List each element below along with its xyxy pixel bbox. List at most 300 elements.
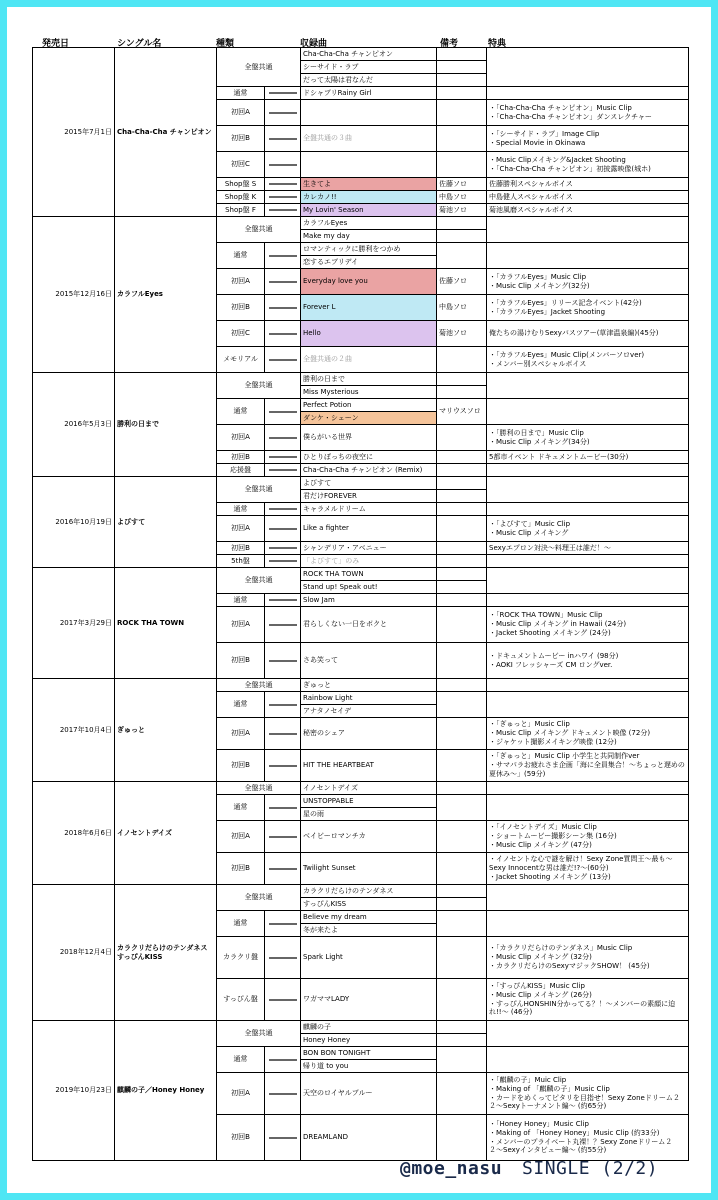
release-date: 2018年12月4日 bbox=[33, 885, 115, 1021]
note-cell bbox=[437, 607, 487, 643]
jacket-image bbox=[267, 92, 298, 94]
edition-label: 全盤共通 bbox=[217, 373, 301, 399]
edition-label: 初回A bbox=[217, 821, 265, 853]
note-cell bbox=[437, 885, 487, 898]
jacket-image bbox=[267, 1059, 298, 1061]
table-row bbox=[33, 217, 689, 230]
release-date: 2017年10月4日 bbox=[33, 679, 115, 782]
benefit-cell: 佐藤勝利スペシャルボイス bbox=[487, 178, 689, 191]
table-row bbox=[33, 885, 689, 898]
note-cell bbox=[437, 425, 487, 451]
benefit-cell bbox=[487, 911, 689, 937]
track-title: ロマンティックに勝利をつかめ bbox=[301, 243, 437, 256]
jacket-thumbnail bbox=[265, 503, 301, 516]
single-title: 勝利の日まで bbox=[115, 373, 217, 477]
note-cell bbox=[437, 853, 487, 885]
header-edition: 種類 bbox=[216, 39, 235, 49]
benefit-cell: ・「カラフルEyes」Music Clip ・Music Clip メイキング(32分) bbox=[487, 269, 689, 295]
track-title: 星の雨 bbox=[301, 808, 437, 821]
edition-label: 全盤共通 bbox=[217, 679, 301, 692]
edition-label: 初回A bbox=[217, 100, 265, 126]
note-cell bbox=[437, 217, 487, 230]
jacket-image bbox=[267, 957, 298, 959]
track-title: Rainbow Light bbox=[301, 692, 437, 705]
note-cell bbox=[437, 347, 487, 373]
track-title: Honey Honey bbox=[301, 1034, 437, 1047]
edition-label: 通常 bbox=[217, 1047, 265, 1073]
jacket-thumbnail bbox=[265, 750, 301, 782]
jacket-thumbnail bbox=[265, 1073, 301, 1115]
track-title: Cha-Cha-Cha チャンピオン (Remix) bbox=[301, 464, 437, 477]
edition-label: 通常 bbox=[217, 795, 265, 821]
edition-label: 全盤共通 bbox=[217, 885, 301, 911]
jacket-image bbox=[267, 164, 298, 166]
track-title: ぎゅっと bbox=[301, 679, 437, 692]
track-title: カラクリだらけのテンダネス bbox=[301, 885, 437, 898]
jacket-thumbnail bbox=[265, 464, 301, 477]
benefit-cell: ・「Cha-Cha-Cha チャンピオン」Music Clip ・「Cha-Cha-Cha チャンピオン」ダンスレクチャー bbox=[487, 100, 689, 126]
track-title: BON BON TONIGHT bbox=[301, 1047, 437, 1060]
edition-label: 全盤共通 bbox=[217, 477, 301, 503]
track-title: 秘密のシェア bbox=[301, 718, 437, 750]
benefit-cell: 中島健人スペシャルボイス bbox=[487, 191, 689, 204]
note-cell: 中島ソロ bbox=[437, 295, 487, 321]
track-title: 君らしくない一日をボクと bbox=[301, 607, 437, 643]
edition-label: 初回B bbox=[217, 853, 265, 885]
track-title: イノセントデイズ bbox=[301, 782, 437, 795]
table-row bbox=[33, 679, 689, 692]
jacket-thumbnail bbox=[265, 191, 301, 204]
release-date: 2015年12月16日 bbox=[33, 217, 115, 373]
jacket-image bbox=[267, 469, 298, 471]
edition-label: 通常 bbox=[217, 911, 265, 937]
jacket-thumbnail bbox=[265, 542, 301, 555]
note-cell bbox=[437, 718, 487, 750]
benefit-cell bbox=[487, 464, 689, 477]
track-title: Like a fighter bbox=[301, 516, 437, 542]
benefit-cell: ・「Honey Honey」Music Clip ・Making of 「Honey Honey」Music Clip (約33分) ・メンバーのプライベート丸裸！？Sexy Zoneドリーム２２〜Sexyインタビュー編〜 (約55分) bbox=[487, 1115, 689, 1161]
benefit-cell: ・「ぎゅっと」Music Clip ・Music Clip メイキング ドキュメント映像 (72分) ・ジャケット撮影メイキング映像 (12分) bbox=[487, 718, 689, 750]
edition-label: 全盤共通 bbox=[217, 568, 301, 594]
table-row bbox=[33, 1021, 689, 1034]
track-title: 生きてよ bbox=[301, 178, 437, 191]
note-cell bbox=[437, 87, 487, 100]
track-title: カレカノ!! bbox=[301, 191, 437, 204]
header-benefit: 特典 bbox=[488, 39, 507, 49]
benefit-cell: 菊池風磨スペシャルボイス bbox=[487, 204, 689, 217]
single-title: イノセントデイズ bbox=[115, 782, 217, 885]
note-cell bbox=[437, 782, 487, 795]
jacket-image bbox=[267, 624, 298, 626]
header-tracks: 収録曲 bbox=[300, 39, 328, 49]
note-cell: 佐藤ソロ bbox=[437, 269, 487, 295]
note-cell: 佐藤ソロ bbox=[437, 178, 487, 191]
track-title: 天空のロイヤルブルー bbox=[301, 1073, 437, 1115]
benefit-cell bbox=[487, 885, 689, 911]
jacket-thumbnail bbox=[265, 937, 301, 979]
jacket-image bbox=[267, 560, 298, 562]
note-cell bbox=[437, 451, 487, 464]
benefit-cell bbox=[487, 373, 689, 399]
edition-label: 初回B bbox=[217, 643, 265, 679]
track-title: ROCK THA TOWN bbox=[301, 568, 437, 581]
note-cell bbox=[437, 542, 487, 555]
track-title: UNSTOPPABLE bbox=[301, 795, 437, 808]
jacket-image bbox=[267, 528, 298, 530]
track-title: Make my day bbox=[301, 230, 437, 243]
track-title: シーサイド・ラブ bbox=[301, 61, 437, 74]
benefit-cell: ・「カラフルEyes」Music Clip(メンバーソロver) ・メンバー別スペシャルボイス bbox=[487, 347, 689, 373]
track-title: キャラメルドリーム bbox=[301, 503, 437, 516]
note-cell bbox=[437, 516, 487, 542]
note-cell bbox=[437, 230, 487, 243]
edition-label: Shop盤 S bbox=[217, 178, 265, 191]
benefit-cell bbox=[487, 217, 689, 243]
benefit-cell bbox=[487, 795, 689, 821]
table-row bbox=[33, 48, 689, 61]
jacket-image bbox=[267, 456, 298, 458]
note-cell bbox=[437, 821, 487, 853]
edition-label: 全盤共通 bbox=[217, 48, 301, 87]
jacket-thumbnail bbox=[265, 853, 301, 885]
jacket-thumbnail bbox=[265, 204, 301, 217]
edition-label: 全盤共通 bbox=[217, 217, 301, 243]
track-title: よびすて bbox=[301, 477, 437, 490]
release-date: 2016年5月3日 bbox=[33, 373, 115, 477]
benefit-cell: ・「カラフルEyes」リリース記念イベント(42分) ・「カラフルEyes」Jacket Shooting bbox=[487, 295, 689, 321]
track-title: Miss Mysterious bbox=[301, 386, 437, 399]
single-title: カラクリだらけのテンダネス すっぴんKISS bbox=[115, 885, 217, 1021]
track-title: 「よびすて」のみ bbox=[301, 555, 437, 568]
header-single: シングル名 bbox=[117, 39, 162, 49]
edition-label: 通常 bbox=[217, 243, 265, 269]
edition-label: 5th盤 bbox=[217, 555, 265, 568]
track-title: アナタノセイデ bbox=[301, 705, 437, 718]
edition-label: Shop盤 K bbox=[217, 191, 265, 204]
note-cell: マリウスソロ bbox=[437, 399, 487, 425]
jacket-image bbox=[267, 411, 298, 413]
track-title: Hello bbox=[301, 321, 437, 347]
note-cell bbox=[437, 243, 487, 269]
edition-label: 初回C bbox=[217, 321, 265, 347]
jacket-thumbnail bbox=[265, 347, 301, 373]
jacket-image bbox=[267, 1137, 298, 1139]
benefit-cell bbox=[487, 48, 689, 87]
benefit-cell: ・「麒麟の子」Muic Clip ・Making of 「麒麟の子」Music Clip ・カードをめくってピタリを目指せ！Sexy Zoneドリーム２２〜Sexyトーナメント編〜 (約65分) bbox=[487, 1073, 689, 1115]
release-date: 2015年7月1日 bbox=[33, 48, 115, 217]
track-title: DREAMLAND bbox=[301, 1115, 437, 1161]
track-title: 恋するエブリデイ bbox=[301, 256, 437, 269]
benefit-cell: ・「ROCK THA TOWN」Music Clip ・Music Clip メイキング in Hawaii (24分) ・Jacket Shooting メイキング (24分) bbox=[487, 607, 689, 643]
jacket-image bbox=[267, 333, 298, 335]
jacket-image bbox=[267, 183, 298, 185]
edition-label: 初回B bbox=[217, 451, 265, 464]
jacket-image bbox=[267, 807, 298, 809]
note-cell bbox=[437, 568, 487, 581]
table-row bbox=[33, 477, 689, 490]
edition-label: 通常 bbox=[217, 594, 265, 607]
edition-label: Shop盤 F bbox=[217, 204, 265, 217]
jacket-thumbnail bbox=[265, 795, 301, 821]
benefit-cell bbox=[487, 679, 689, 692]
track-title: 勝利の日まで bbox=[301, 373, 437, 386]
header-note: 備考 bbox=[440, 39, 459, 49]
benefit-cell bbox=[487, 568, 689, 594]
note-cell bbox=[437, 1115, 487, 1161]
track-title: 冬が来たよ bbox=[301, 924, 437, 937]
single-title: よびすて bbox=[115, 477, 217, 568]
jacket-image bbox=[267, 508, 298, 510]
benefit-cell: ・「イノセントデイズ」Music Clip ・ショートムービー撮影シーン集 (16分) ・Music Clip メイキング (47分) bbox=[487, 821, 689, 853]
benefit-cell bbox=[487, 1021, 689, 1047]
table-row bbox=[33, 782, 689, 795]
note-cell bbox=[437, 594, 487, 607]
benefit-cell: ・「ぎゅっと」Music Clip 小学生と共同制作ver ・サマパラお疲れさま企画「海に全員集合！〜ちょっと遅めの夏休み〜」(59分) bbox=[487, 750, 689, 782]
jacket-image bbox=[267, 138, 298, 140]
edition-label: カラクリ盤 bbox=[217, 937, 265, 979]
edition-label: 初回A bbox=[217, 607, 265, 643]
track-title: 全盤共通の３曲 bbox=[301, 126, 437, 152]
track-title bbox=[301, 100, 437, 126]
note-cell bbox=[437, 1034, 487, 1047]
jacket-image bbox=[267, 1093, 298, 1095]
note-cell: 中島ソロ bbox=[437, 191, 487, 204]
edition-label: 初回B bbox=[217, 750, 265, 782]
track-title: HIT THE HEARTBEAT bbox=[301, 750, 437, 782]
jacket-thumbnail bbox=[265, 451, 301, 464]
jacket-image bbox=[267, 704, 298, 706]
note-cell bbox=[437, 464, 487, 477]
jacket-image bbox=[267, 765, 298, 767]
track-title: 君だけFOREVER bbox=[301, 490, 437, 503]
track-title: Forever L bbox=[301, 295, 437, 321]
jacket-thumbnail bbox=[265, 87, 301, 100]
edition-label: 初回B bbox=[217, 295, 265, 321]
jacket-thumbnail bbox=[265, 425, 301, 451]
jacket-image bbox=[267, 836, 298, 838]
track-title: 全盤共通の２曲 bbox=[301, 347, 437, 373]
release-date: 2017年3月29日 bbox=[33, 568, 115, 679]
track-title: Spark Light bbox=[301, 937, 437, 979]
note-cell bbox=[437, 898, 487, 911]
edition-label: 初回A bbox=[217, 425, 265, 451]
footer-handle: @moe_nasu bbox=[400, 1158, 503, 1179]
track-title: Everyday love you bbox=[301, 269, 437, 295]
jacket-thumbnail bbox=[265, 607, 301, 643]
note-cell bbox=[437, 477, 487, 490]
release-date: 2019年10月23日 bbox=[33, 1021, 115, 1161]
single-title: Cha-Cha-Cha チャンピオン bbox=[115, 48, 217, 217]
benefit-cell bbox=[487, 87, 689, 100]
track-title: すっぴんKISS bbox=[301, 898, 437, 911]
jacket-thumbnail bbox=[265, 821, 301, 853]
edition-label: 初回A bbox=[217, 516, 265, 542]
single-title: カラフルEyes bbox=[115, 217, 217, 373]
track-title: ひとりぼっちの夜空に bbox=[301, 451, 437, 464]
jacket-thumbnail bbox=[265, 555, 301, 568]
jacket-image bbox=[267, 281, 298, 283]
singles-table bbox=[32, 47, 689, 1161]
note-cell bbox=[437, 126, 487, 152]
note-cell: 菊池ソロ bbox=[437, 321, 487, 347]
edition-label: 通常 bbox=[217, 692, 265, 718]
track-title: ダンケ・シェーン bbox=[301, 412, 437, 425]
benefit-cell bbox=[487, 1047, 689, 1073]
jacket-thumbnail bbox=[265, 692, 301, 718]
benefit-cell bbox=[487, 477, 689, 503]
note-cell bbox=[437, 1047, 487, 1073]
jacket-image bbox=[267, 733, 298, 735]
track-title bbox=[301, 152, 437, 178]
note-cell bbox=[437, 61, 487, 74]
jacket-image bbox=[267, 437, 298, 439]
edition-label: 初回A bbox=[217, 1073, 265, 1115]
edition-label: 通常 bbox=[217, 87, 265, 100]
track-title: Cha-Cha-Cha チャンピオン bbox=[301, 48, 437, 61]
track-title: Perfect Potion bbox=[301, 399, 437, 412]
jacket-thumbnail bbox=[265, 516, 301, 542]
track-title: ベイビーロマンチカ bbox=[301, 821, 437, 853]
jacket-image bbox=[267, 359, 298, 361]
jacket-thumbnail bbox=[265, 126, 301, 152]
edition-label: 初回C bbox=[217, 152, 265, 178]
benefit-cell: ・「シーサイド・ラブ」Image Clip ・Special Movie in Okinawa bbox=[487, 126, 689, 152]
edition-label: 通常 bbox=[217, 399, 265, 425]
jacket-image bbox=[267, 307, 298, 309]
note-cell: 菊池ソロ bbox=[437, 204, 487, 217]
track-title: My Lovin' Season bbox=[301, 204, 437, 217]
jacket-image bbox=[267, 599, 298, 601]
jacket-thumbnail bbox=[265, 243, 301, 269]
note-cell bbox=[437, 373, 487, 386]
benefit-cell: ・「勝利の日まで」Music Clip ・Music Clip メイキング(34分) bbox=[487, 425, 689, 451]
edition-label: 全盤共通 bbox=[217, 1021, 301, 1047]
benefit-cell bbox=[487, 692, 689, 718]
note-cell bbox=[437, 643, 487, 679]
jacket-image bbox=[267, 868, 298, 870]
track-title: Stand up! Speak out! bbox=[301, 581, 437, 594]
jacket-thumbnail bbox=[265, 979, 301, 1021]
note-cell bbox=[437, 74, 487, 87]
note-cell bbox=[437, 555, 487, 568]
track-title: Slow Jam bbox=[301, 594, 437, 607]
track-title: ドシャブリRainy Girl bbox=[301, 87, 437, 100]
jacket-thumbnail bbox=[265, 295, 301, 321]
jacket-thumbnail bbox=[265, 100, 301, 126]
benefit-cell bbox=[487, 555, 689, 568]
single-title: ぎゅっと bbox=[115, 679, 217, 782]
track-title: 僕らがいる世界 bbox=[301, 425, 437, 451]
note-cell bbox=[437, 795, 487, 821]
jacket-image bbox=[267, 196, 298, 198]
benefit-cell: 5都市イベント ドキュメントムービー(30分) bbox=[487, 451, 689, 464]
track-title: Believe my dream bbox=[301, 911, 437, 924]
edition-label: 初回B bbox=[217, 542, 265, 555]
note-cell bbox=[437, 503, 487, 516]
jacket-thumbnail bbox=[265, 911, 301, 937]
jacket-thumbnail bbox=[265, 1047, 301, 1073]
note-cell bbox=[437, 1021, 487, 1034]
jacket-thumbnail bbox=[265, 152, 301, 178]
edition-label: すっぴん盤 bbox=[217, 979, 265, 1021]
jacket-image bbox=[267, 547, 298, 549]
note-cell bbox=[437, 152, 487, 178]
note-cell bbox=[437, 386, 487, 399]
note-cell bbox=[437, 48, 487, 61]
track-title: 帰り道 to you bbox=[301, 1060, 437, 1073]
benefit-cell: Sexyエプロン対決〜料理王は誰だ！〜 bbox=[487, 542, 689, 555]
edition-label: 通常 bbox=[217, 503, 265, 516]
track-title: さあ笑って bbox=[301, 643, 437, 679]
jacket-image bbox=[267, 112, 298, 114]
jacket-image bbox=[267, 255, 298, 257]
track-title: シャンデリア・アベニュー bbox=[301, 542, 437, 555]
table-row bbox=[33, 568, 689, 581]
header-date: 発売日 bbox=[42, 39, 70, 49]
benefit-cell: ・「カラクリだらけのテンダネス」Music Clip ・Music Clip メイキング (32分) ・カラクリだらけのSexyマジックSHOW！ (45分) bbox=[487, 937, 689, 979]
jacket-image bbox=[267, 999, 298, 1001]
note-cell bbox=[437, 979, 487, 1021]
benefit-cell bbox=[487, 399, 689, 425]
benefit-cell bbox=[487, 782, 689, 795]
jacket-thumbnail bbox=[265, 269, 301, 295]
track-title: 麒麟の子 bbox=[301, 1021, 437, 1034]
benefit-cell: 俺たちの湯けむりSexyバスツアー(草津温泉編)(45分) bbox=[487, 321, 689, 347]
benefit-cell bbox=[487, 243, 689, 269]
benefit-cell: ・イノセントな心で謎を解け！Sexy Zone質問王〜最も〜Sexy Innocentな男は誰だ!?〜(60分) ・Jacket Shooting メイキング (13分) bbox=[487, 853, 689, 885]
note-cell bbox=[437, 692, 487, 718]
single-title: 麒麟の子／Honey Honey bbox=[115, 1021, 217, 1161]
jacket-thumbnail bbox=[265, 321, 301, 347]
jacket-thumbnail bbox=[265, 178, 301, 191]
note-cell bbox=[437, 679, 487, 692]
benefit-cell bbox=[487, 503, 689, 516]
benefit-cell bbox=[487, 594, 689, 607]
track-title: だって太陽は君なんだ bbox=[301, 74, 437, 87]
track-title: ワガママLADY bbox=[301, 979, 437, 1021]
edition-label: 初回B bbox=[217, 1115, 265, 1161]
benefit-cell: ・「よびすて」Music Clip ・Music Clip メイキング bbox=[487, 516, 689, 542]
jacket-thumbnail bbox=[265, 399, 301, 425]
benefit-cell: ・「すっぴんKISS」Music Clip ・Music Clip メイキング (26分) ・すっぴんHONSHIN分かってる？！〜メンバーの素顔に迫れ!!〜 (46分) bbox=[487, 979, 689, 1021]
release-date: 2018年6月6日 bbox=[33, 782, 115, 885]
track-title: Twilight Sunset bbox=[301, 853, 437, 885]
note-cell bbox=[437, 911, 487, 937]
note-cell bbox=[437, 937, 487, 979]
single-title: ROCK THA TOWN bbox=[115, 568, 217, 679]
note-cell bbox=[437, 490, 487, 503]
note-cell bbox=[437, 750, 487, 782]
footer-label: SINGLE (2/2) bbox=[522, 1158, 659, 1179]
table-row bbox=[33, 373, 689, 386]
jacket-image bbox=[267, 923, 298, 925]
benefit-cell: ・Music Clipメイキング&Jacket Shooting ・「Cha-Cha-Cha チャンピオン」初披露映像(城ホ) bbox=[487, 152, 689, 178]
jacket-thumbnail bbox=[265, 594, 301, 607]
footer-credit bbox=[400, 1158, 658, 1179]
edition-label: メモリアル bbox=[217, 347, 265, 373]
track-title: カラフルEyes bbox=[301, 217, 437, 230]
edition-label: 応援盤 bbox=[217, 464, 265, 477]
jacket-image bbox=[267, 660, 298, 662]
edition-label: 全盤共通 bbox=[217, 782, 301, 795]
note-cell bbox=[437, 1073, 487, 1115]
edition-label: 初回A bbox=[217, 269, 265, 295]
benefit-cell: ・ドキュメントムービー inハワイ (98分) ・AOKI フレッシャーズ CM ロングver. bbox=[487, 643, 689, 679]
jacket-thumbnail bbox=[265, 718, 301, 750]
note-cell bbox=[437, 581, 487, 594]
jacket-thumbnail bbox=[265, 643, 301, 679]
note-cell bbox=[437, 100, 487, 126]
